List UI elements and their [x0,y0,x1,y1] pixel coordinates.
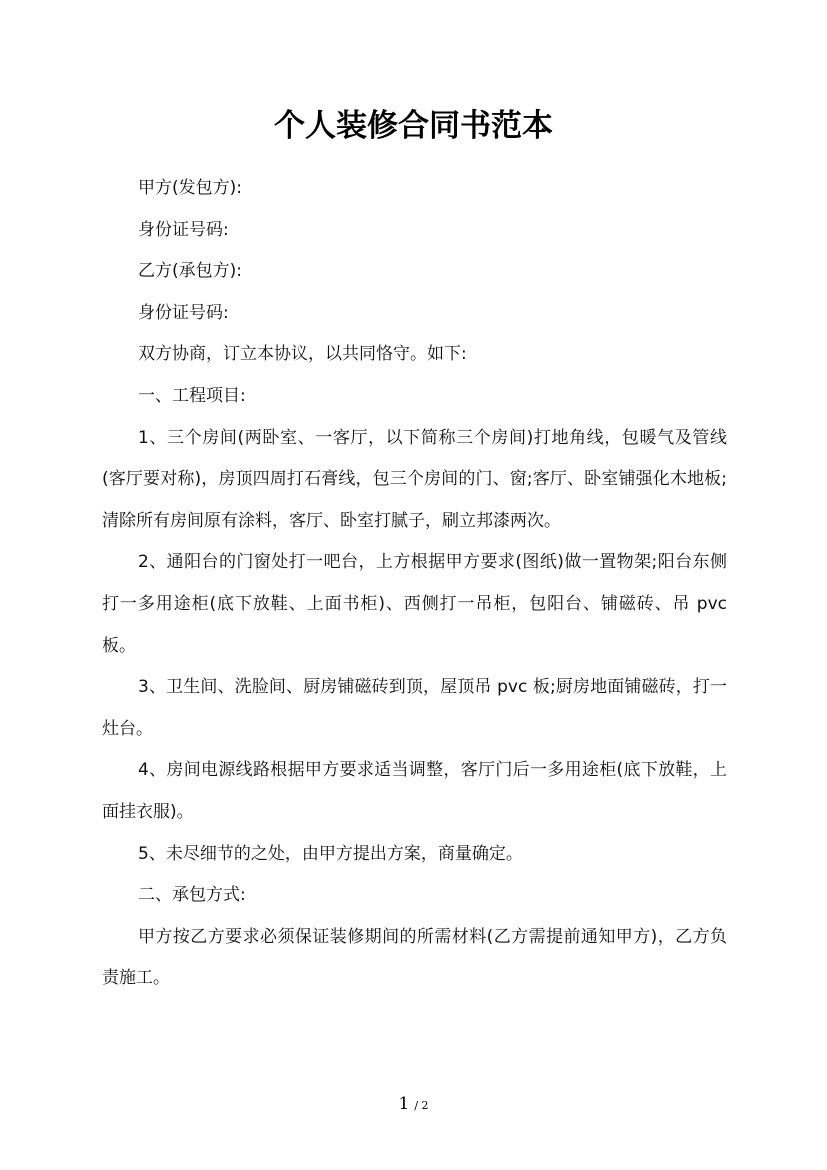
document-title: 个人装修合同书范本 [274,108,553,144]
document-body [102,168,727,1000]
section-heading-project: 一、工程项目: [138,385,246,406]
paragraph-item-1: 1、三个房间(两卧室、一客厅，以下简称三个房间)打地角线，包暖气及管线(客厅要对称)，房顶四周打石膏线，包三个房间的门、窗;客厅、卧室铺强化木地板;清除所有房间原有涂料，客厅、卧室打腻子，刷立邦漆两次。 [102,427,727,531]
paragraph-item-5: 5、未尽细节的之处，由甲方提出方案，商量确定。 [138,843,523,864]
paragraph-agreement-intro: 双方协商，订立本协议，以共同恪守。如下: [138,344,467,365]
page-number-current: 1 [398,1094,410,1114]
section-heading-contract-method: 二、承包方式: [138,885,246,906]
paragraph-item-4: 4、房间电源线路根据甲方要求适当调整，客厅门后一多用途柜(底下放鞋，上面挂衣服)。 [102,760,727,822]
paragraph-contract-method: 甲方按乙方要求必须保证装修期间的所需材料(乙方需提前通知甲方)，乙方负责施工。 [102,926,727,989]
paragraph-item-2: 2、通阳台的门窗处打一吧台，上方根据甲方要求(图纸)做一置物架;阳台东侧打一多用途柜(底下放鞋、上面书柜)、西侧打一吊柜，包阳台、铺磁砖、吊 pvc 板。 [102,552,727,656]
paragraph-party-b-id: 身份证号码: [138,302,229,323]
paragraph-party-b: 乙方(承包方): [138,261,242,282]
page-number [0,1094,827,1114]
paragraph-item-3: 3、卫生间、洗脸间、厨房铺磁砖到顶，屋顶吊 pvc 板;厨房地面铺磁砖，打一灶台。 [102,677,727,739]
paragraph-party-a-id: 身份证号码: [138,219,229,240]
page-number-total: / 2 [414,1099,429,1112]
paragraph-party-a: 甲方(发包方): [138,178,242,198]
